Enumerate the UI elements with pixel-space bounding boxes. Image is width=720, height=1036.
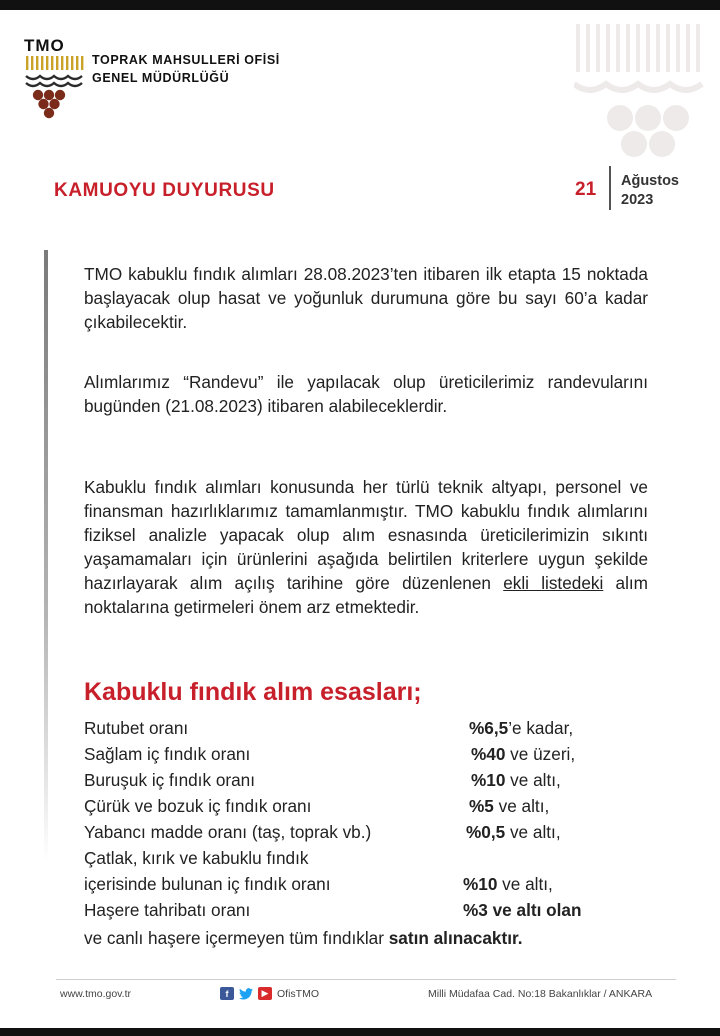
criteria-label: Sağlam iç fındık oranı xyxy=(84,744,251,764)
youtube-icon[interactable]: ▶ xyxy=(258,987,272,1000)
criteria-label: Çatlak, kırık ve kabuklu fındık xyxy=(84,848,309,868)
organization-name xyxy=(92,51,280,87)
criteria-value: %3 ve altı olan xyxy=(463,900,582,920)
criteria-value: %5 ve altı, xyxy=(469,796,550,816)
announcement-title: KAMUOYU DUYURUSU xyxy=(54,180,275,201)
side-accent-line xyxy=(44,250,48,862)
purchase-statement: satın alınacaktır. xyxy=(388,928,523,948)
paragraph-2: Alımlarımız “Randevu” ile yapılacak olup üreticilerimiz randevularını bugünden (21.08.2023) itibaren alabileceklerdir. xyxy=(84,372,648,416)
social-handle[interactable]: OfisTMO xyxy=(277,987,319,1000)
criteria-label: Rutubet oranı xyxy=(84,718,189,738)
criteria-value: %0,5 ve altı, xyxy=(466,822,561,842)
watermark-logo-icon xyxy=(574,22,704,162)
date-year: 2023 xyxy=(621,192,654,208)
criteria-label: Çürük ve bozuk iç fındık oranı xyxy=(84,796,312,816)
bottom-border xyxy=(0,1028,720,1036)
org-line-2: GENEL MÜDÜRLÜĞÜ xyxy=(92,71,230,85)
paragraph-1: TMO kabuklu fındık alımları 28.08.2023’ten itibaren ilk etapta 15 noktada başlayacak olup hasat ve yoğunluk durumuna göre bu sayı 60’a kadar çıkabilecektir. xyxy=(84,264,648,332)
footer-divider xyxy=(56,979,676,980)
facebook-icon[interactable]: f xyxy=(220,987,234,1000)
paragraph-3-text: Kabuklu fındık alımları konusunda her türlü teknik altyapı, personel ve finansman hazırlıklarımız tamamlanmıştır. TMO kabuklu fındık alımlarını fiziksel analizle yapacak olup alım esnasında üreticilerimizin sıkıntı yaşamamaları için ürünlerini aşağıda belirtilen kriterlere uygun şekilde hazırlayarak alım açılış tarihine göre düzenlenen xyxy=(84,477,648,593)
criteria-value: %6,5’e kadar, xyxy=(469,718,574,738)
date-divider xyxy=(609,166,611,210)
date-month: Ağustos xyxy=(621,173,679,189)
org-line-1: TOPRAK MAHSULLERİ OFİSİ xyxy=(92,53,280,67)
criteria-title: Kabuklu fındık alım esasları; xyxy=(84,678,422,706)
tmo-logo xyxy=(24,36,94,120)
top-border xyxy=(0,0,720,10)
paragraph-3 xyxy=(84,475,648,619)
criteria-label: Haşere tahribatı oranı xyxy=(84,900,251,920)
criteria-label: Yabancı madde oranı (taş, toprak vb.) xyxy=(84,822,372,842)
criteria-value: %40 ve üzeri, xyxy=(471,744,576,764)
criteria-label: içerisinde bulunan iç fındık oranı xyxy=(84,874,331,894)
criteria-value: %10 ve altı, xyxy=(471,770,561,790)
paragraph-3-end: alım noktalarına getirmeleri önem arz etmektedir. xyxy=(84,573,648,617)
footer-address: Milli Müdafaa Cad. No:18 Bakanlıklar / ANKARA xyxy=(428,988,653,1000)
twitter-icon[interactable] xyxy=(239,987,253,1000)
social-links xyxy=(220,987,319,1000)
attached-list-link[interactable]: ekli listedeki xyxy=(503,573,604,593)
criteria-label: Buruşuk iç fındık oranı xyxy=(84,770,256,790)
date-month-year xyxy=(621,172,679,210)
wheat-grape-icon xyxy=(24,36,94,120)
footer-website[interactable]: www.tmo.gov.tr xyxy=(60,988,131,1000)
criteria-conclusion: ve canlı haşere içermeyen tüm fındıklar satın alınacaktır. xyxy=(84,928,523,948)
criteria-value: %10 ve altı, xyxy=(463,874,553,894)
date-day: 21 xyxy=(575,179,597,200)
logo-text: TMO xyxy=(24,36,65,55)
